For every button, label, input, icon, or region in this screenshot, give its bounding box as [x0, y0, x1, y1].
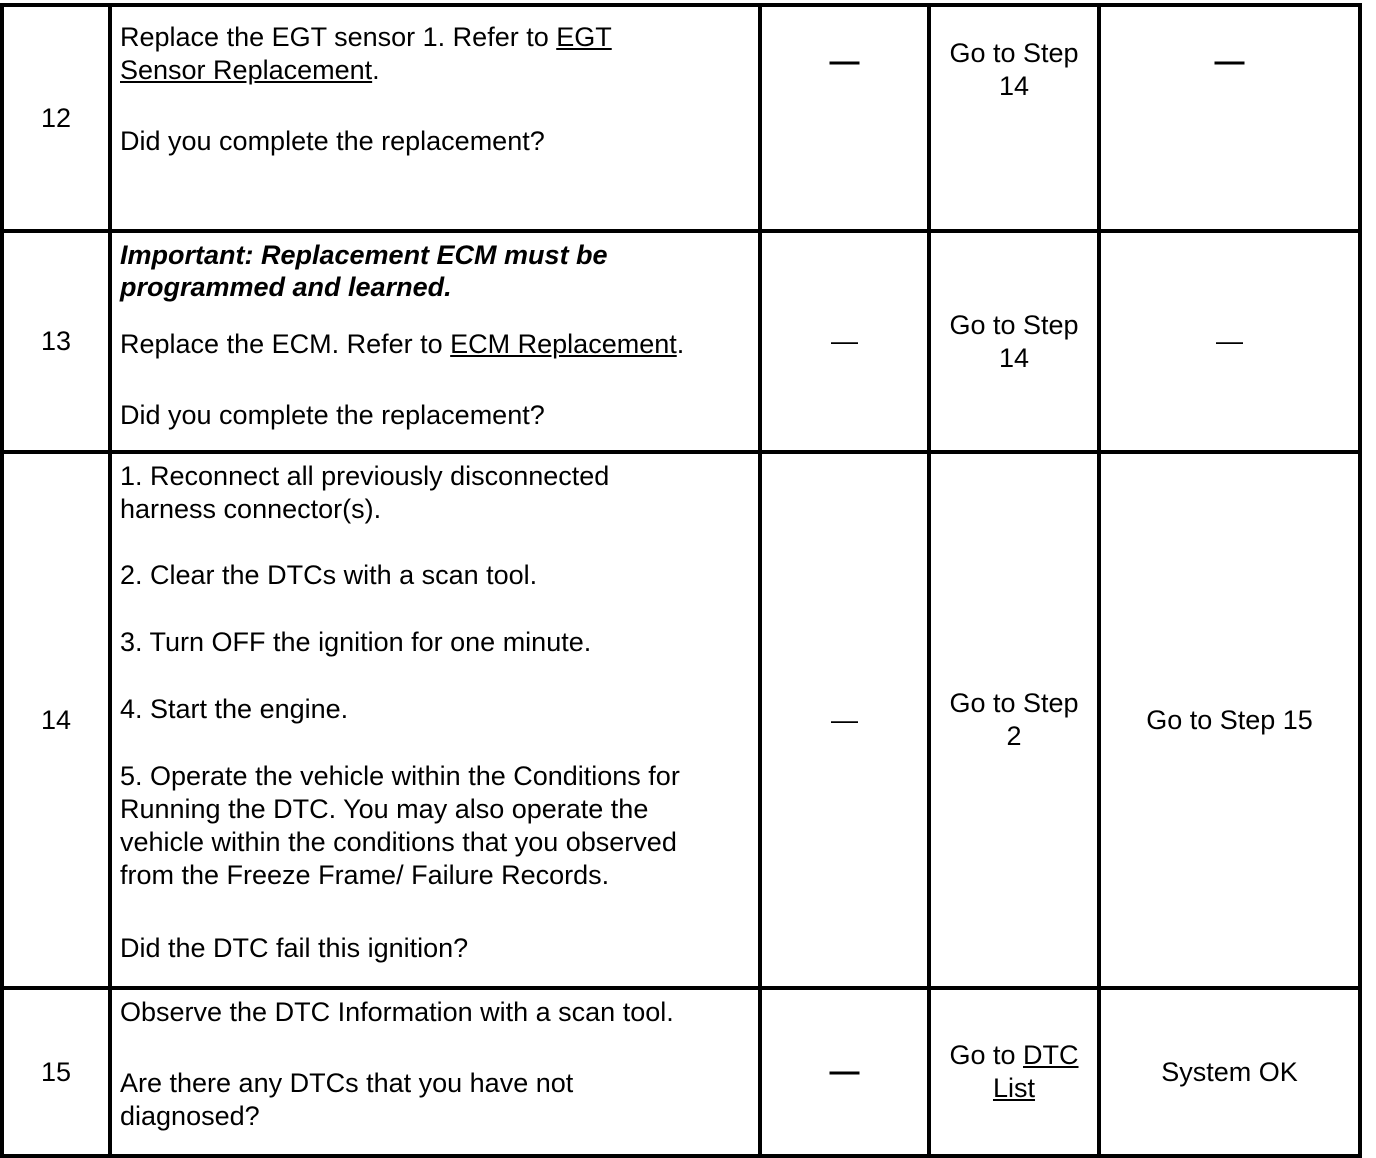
action-question: Did the DTC fail this ignition?	[120, 933, 469, 963]
table-row	[2, 5, 1360, 231]
yes-cell: Go to Step 2	[929, 452, 1099, 988]
action-question: Are there any DTCs that you have not diagnosed?	[120, 1068, 574, 1131]
action-cell	[110, 452, 760, 988]
egt-sensor-replacement-link-cont[interactable]: Sensor Replacement	[120, 55, 373, 85]
action-item-3: 3. Turn OFF the ignition for one minute.	[120, 627, 592, 657]
no-cell: —	[1099, 5, 1360, 231]
no-cell: —	[1099, 231, 1360, 452]
action-text: Replace the ECM. Refer to ECM Replacement.	[120, 329, 685, 359]
table-row	[2, 988, 1360, 1156]
important-note: Important: Replacement ECM must be programmed and learned.	[120, 240, 608, 302]
action-item-5: 5. Operate the vehicle within the Conditions for Running the DTC. You may also operate the vehicle within the conditions that you observed from the Freeze Frame/ Failure Records.	[120, 761, 680, 890]
dtc-list-link[interactable]: DTC	[1023, 1040, 1079, 1070]
no-cell: Go to Step 15	[1099, 452, 1360, 988]
dtc-list-link-cont[interactable]: List	[992, 1073, 1036, 1103]
action-cell	[110, 988, 760, 1156]
action-item-2: 2. Clear the DTCs with a scan tool.	[120, 560, 538, 590]
yes-cell: Go to Step 14	[929, 5, 1099, 231]
diagnostic-table	[0, 3, 1362, 1158]
step-number: 13	[2, 231, 110, 452]
ecm-replacement-link[interactable]: ECM Replacement	[450, 329, 677, 359]
action-cell	[110, 5, 760, 231]
action-question: Did you complete the replacement?	[120, 126, 545, 156]
yes-cell: Go to DTC List	[929, 988, 1099, 1156]
action-question: Did you complete the replacement?	[120, 400, 545, 430]
action-text: Replace the EGT sensor 1. Refer to EGT Sensor Replacement.	[120, 22, 612, 85]
egt-sensor-replacement-link[interactable]: EGT	[556, 22, 612, 52]
table-row	[2, 452, 1360, 988]
action-cell	[110, 231, 760, 452]
action-item-1: 1. Reconnect all previously disconnected harness connector(s).	[120, 461, 610, 524]
value-cell: —	[760, 452, 929, 988]
table-row	[2, 231, 1360, 452]
action-item-4: 4. Start the engine.	[120, 694, 349, 724]
yes-cell: Go to Step 14	[929, 231, 1099, 452]
no-cell: System OK	[1099, 988, 1360, 1156]
step-number: 15	[2, 988, 110, 1156]
value-cell: —	[760, 5, 929, 231]
value-cell: —	[760, 231, 929, 452]
step-number: 12	[2, 5, 110, 231]
value-cell: —	[760, 988, 929, 1156]
action-text: Observe the DTC Information with a scan tool.	[120, 997, 674, 1027]
step-number: 14	[2, 452, 110, 988]
